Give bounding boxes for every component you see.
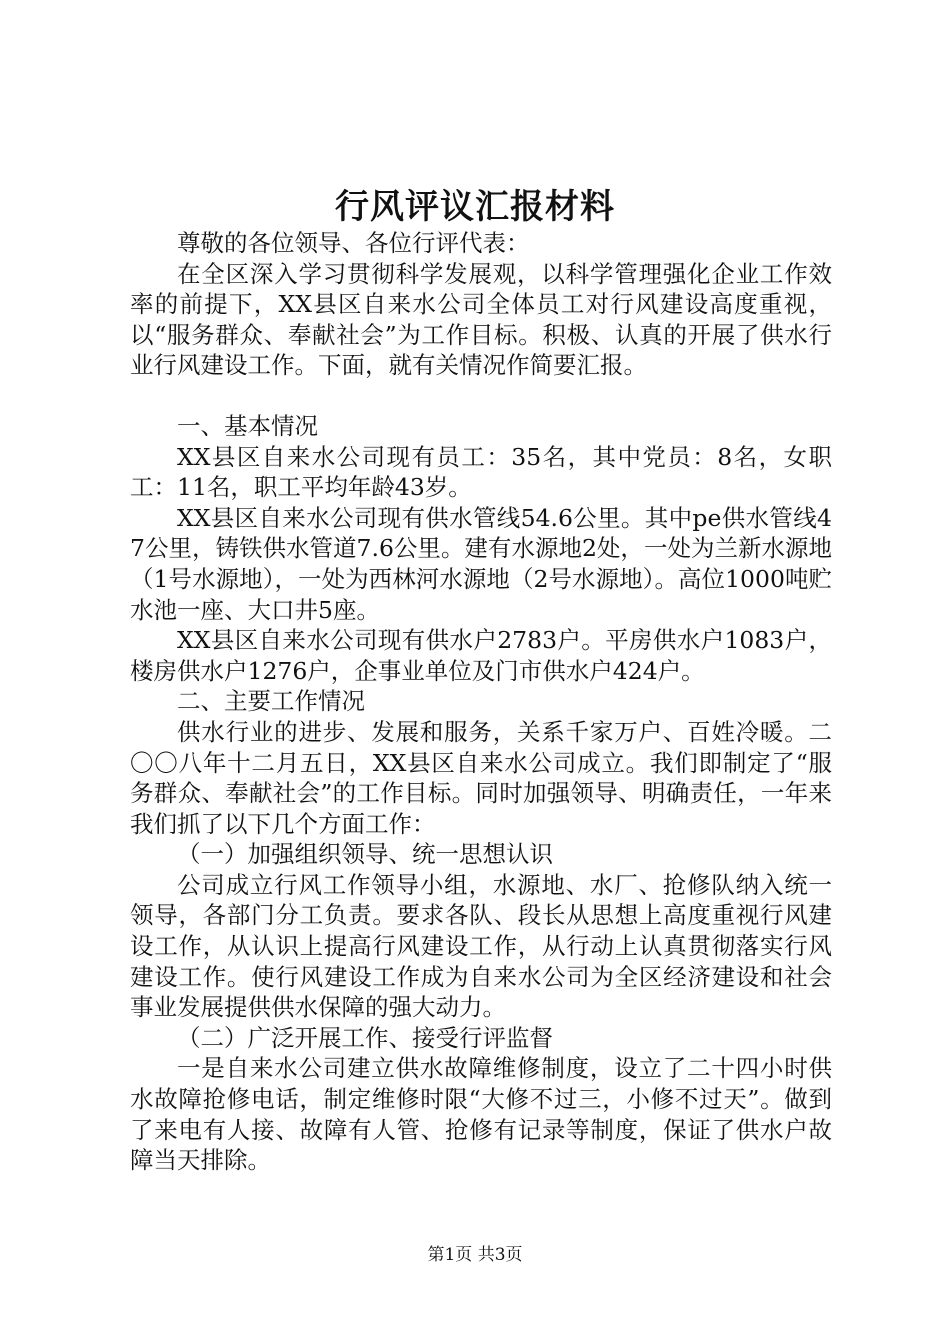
organization-paragraph: 公司成立行风工作领导小组，水源地、水厂、抢修队纳入统一领导，各部门分工负责。要求各队、段长从思想上高度重视行风建设工作，从认识上提高行风建设工作，从行动上认真贯彻落实行风建设工作。使行风建设工作成为自来水公司为全区经济建设和社会事业发展提供供水保障的强大动力。 <box>130 870 832 1022</box>
section-heading-work: 二、主要工作情况 <box>177 687 365 716</box>
pipeline-paragraph: XX县区自来水公司现有供水管线54.6公里。其中pe供水管线47公里，铸铁供水管道7.6公里。建有水源地2处，一处为兰新水源地（1号水源地），一处为西林河水源地（2号水源地）。高位1000吨贮水池一座、大口井5座。 <box>130 503 832 624</box>
salutation-paragraph: 尊敬的各位领导、各位行评代表： <box>177 229 530 257</box>
work-overview-paragraph: 供水行业的进步、发展和服务，关系千家万户、百姓冷暖。二〇〇八年十二月五日，XX县区自来水公司成立。我们即制定了“服务群众、奉献社会”的工作目标。同时加强领导、明确责任，一年来我们抓了以下几个方面工作： <box>130 717 832 838</box>
document-body <box>130 228 832 1176</box>
households-paragraph: XX县区自来水公司现有供水户2783户。平房供水户1083户，楼房供水户1276户，企事业单位及门市供水户424户。 <box>130 626 832 685</box>
document-title: 行风评议汇报材料 <box>335 187 615 227</box>
page-footer: 第1页 共3页 <box>427 1245 523 1265</box>
intro-paragraph: 在全区深入学习贯彻科学发展观，以科学管理强化企业工作效率的前提下，XX县区自来水公司全体员工对行风建设高度重视，以“服务群众、奉献社会”为工作目标。积极、认真的开展了供水行业行风建设工作。下面，就有关情况作简要汇报。 <box>130 259 832 380</box>
staff-paragraph: XX县区自来水公司现有员工：35名，其中党员：8名，女职工：11名，职工平均年龄43岁。 <box>130 442 832 502</box>
subsection-heading-2: （二）广泛开展工作、接受行评监督 <box>177 1023 553 1052</box>
subsection-heading-1: （一）加强组织领导、统一思想认识 <box>177 840 553 869</box>
repair-paragraph: 一是自来水公司建立供水故障维修制度，设立了二十四小时供水故障抢修电话，制定维修时限“大修不过三，小修不过天”。做到了来电有人接、故障有人管、抢修有记录等制度，保证了供水户故障当天排除。 <box>130 1054 832 1175</box>
section-heading-basic: 一、基本情况 <box>177 411 318 440</box>
